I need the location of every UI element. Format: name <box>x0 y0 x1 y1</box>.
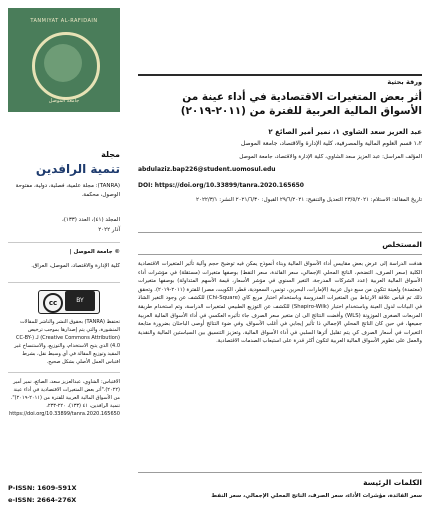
logo-emblem <box>44 44 82 82</box>
sidebar-divider <box>8 282 120 283</box>
article-dates: تاريخ المقالة: الاستلام: ٢٣/٥/٢٠٢١ التعديل والتنقيح: ٢٩/٦/٢٠٢١ القبول: ٢٠٢١/٦/٣٠ النشر: ٢٠٢٢/٣/١ <box>196 197 422 203</box>
print-issn: P-ISSN: 1609-591X <box>8 484 77 492</box>
corresponding-label: المؤلف المراسل: عبد العزيز سعد الشاوي، كلية الإدارة والاقتصاد، جامعة الموصل <box>239 154 422 160</box>
journal-title: تنمية الرافدين <box>35 162 120 176</box>
electronic-issn: e-ISSN: 2664-276X <box>8 496 77 504</box>
corresponding-author <box>138 152 422 178</box>
by-icon: BY <box>65 291 95 311</box>
author-affiliation: ١،٢ قسم العلوم المالية والمصرفية، كلية الإدارة والاقتصاد، جامعة الموصل <box>240 140 422 147</box>
logo-text-top: TANMIYAT AL-RAFIDAIN <box>30 18 98 24</box>
section-rule <box>138 254 422 255</box>
sidebar-divider <box>8 372 120 373</box>
journal-issue-date: آذار ٢٠٢٢ <box>98 227 120 233</box>
journal-description: (TANRA): مجلة علمية، فصلية، دولية، مفتوحة الوصول، محكمة. <box>15 183 120 198</box>
abstract-heading: المستخلص <box>382 240 422 249</box>
journal-label: مجلة <box>101 150 120 159</box>
article-type: ورقة بحثية <box>387 78 422 86</box>
abstract-text: هدفت الدراسة إلى عرض بعض مقاييس أداء الأسواق المالية وبناء أنموذج يمكن فيه توضيح حجم وآلية تأثير المتغيرات الاقتصادية الكلية (سعر الصرف، التضخم، الناتج المحلي الإجمالي، سعر الفائدة، سعر النفط) بوصفها متغيرات (مستقلة) في مؤشرات أداء الأسواق المالية العربية (عدد الشركات المدرجة، التغير السنوي في مؤشر الأسعار، قيمة الأسهم المتداولة) بوصفها متغيرات (معتمدة) ولعينة تتكون من سبع دول عربية (الإمارات، البحرين، تونس، السعودية، قطر، الكويت، مصر) للفترة (٢٠١١-٢٠١٩). وتحقق ذلك تم قياس علاقة الارتباط بين المتغيرات المدروسة وباستخدام اختبار مربع كاي (Chi-Square) للكشف عن وجود التغير الشاذ في البيانات لدول العينة وباستخدام اختبار (Shapiro-Wilk) للكشف عن التوزيع الطبيعي لمتغيرات الدراسة، وتم استخدام طريقة المربعات الصغرى الموزونة (WLS) وأفضت النتائج الى ان متغير سعر الصرف جاء تأثيره العكسي في أداء الأسواق المالية العربية جميعها، في حين كان الناتج المحلي الإجمالي ذا تأثير إيجابي في أغلب الأسواق، وفي ضوء النتائج أوصى الباحثان بضرورة متابعة التغيرات في أسعار الصرف كي يتم تقليل أثرها السلبي في أداء الأسواق المالية، وتعزيز التنسيق بين السياستين المالية والنقدية والعمل على تطوير الأسواق المالية العربية لتكون أكثر قدرة على استيعاب الصدمات الاقتصادية. <box>138 261 423 345</box>
copyright-line: © جامعة الموصل | <box>69 249 120 255</box>
keywords-text: سعر الفائدة، مؤشرات الأداء، سعر الصرف، الناتج المحلي الإجمالي، سعر النفط <box>211 493 422 499</box>
article-authors: عبد العزيز سعد الشاوي ١، نمير أمير الصائغ ٢ <box>268 128 422 136</box>
doi-link[interactable]: DOI: https://doi.org/10.33899/tanra.2020.165650 <box>138 182 304 189</box>
keywords-heading: الكلمات الرئيسة <box>363 478 422 487</box>
citation-text: الاقتباس: الشاوي، عبدالعزيز سعد، الصائغ، نمير أمير (٢٠٢٢)."أثر بعض المتغيرات الاقتصادية في أداء عينة من الأسواق المالية العربية للفترة من (٢٠١١-٢٠١٩)". تنمية الرافدين، ٤١ (١٣٣)، ٢٢٠-٢٣٣، https://doi.org/10.33899/tanra.2020.165650 <box>9 379 120 417</box>
sidebar-divider <box>8 242 120 243</box>
section-rule <box>138 232 422 233</box>
section-rule <box>138 472 422 473</box>
cc-icon: cc <box>43 293 63 313</box>
license-text: تحتفظ (TANRA) بحقوق النشر والناشر للمقالات المنشورة، والتي يتم إصدارها بموجب ترخيص (Creative Commons Attribution) لـ (CC-BY-4.0) الذي يتيح الاستخدام، والتوزيع، والاستنساخ غير المقيد وتوزيع المقالة في أي وسيط نقل، بشرط اقتباس العمل الأصلي بشكل صحيح. <box>14 319 120 365</box>
author-email[interactable]: abdulaziz.bap226@student.uomosul.edu <box>138 166 276 173</box>
journal-logo <box>8 8 120 112</box>
logo-text-bottom: جامعة الموصل <box>48 98 80 104</box>
faculty-line: كلية الإدارة والاقتصاد، الموصل، العراق. <box>31 263 120 269</box>
journal-volume: المجلد (٤١)، العدد (١٣٣)، <box>61 217 120 223</box>
article-title: أثر بعض المتغيرات الاقتصادية في أداء عينة من الأسواق المالية العربية للفترة من (٢٠١١-٢٠١٩) <box>180 91 422 117</box>
header-rule <box>138 74 422 76</box>
cc-license-badge[interactable] <box>38 290 100 314</box>
